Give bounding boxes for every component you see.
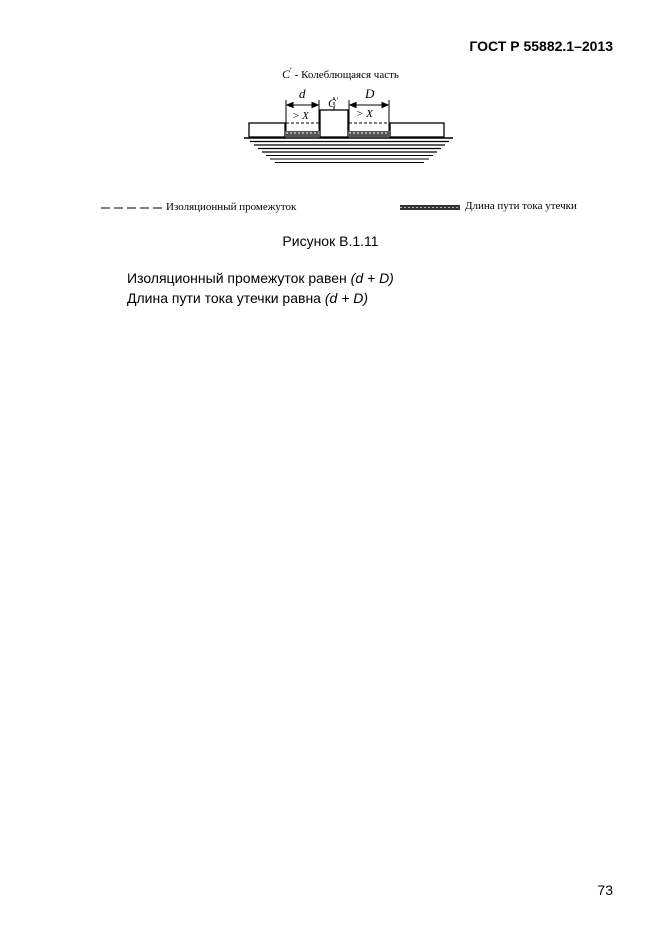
label-gt-x-left: > X bbox=[292, 110, 309, 122]
page-number: 73 bbox=[597, 882, 613, 898]
label-d: d bbox=[299, 86, 306, 101]
legend-clearance-label: Изоляционный промежуток bbox=[166, 201, 297, 213]
figure-caption: Рисунок В.1.11 bbox=[282, 233, 379, 249]
figure-title: C′ - Колеблющаяся часть bbox=[282, 66, 399, 81]
legend-creepage-label: Длина пути тока утечки bbox=[465, 200, 577, 212]
left-conductor bbox=[249, 123, 285, 137]
right-conductor bbox=[390, 123, 444, 137]
label-c-prime: C′ bbox=[328, 96, 338, 110]
vibrating-part bbox=[320, 110, 348, 137]
body-line-clearance: Изоляционный промежуток равен (d + D) bbox=[127, 270, 394, 286]
document-code: ГОСТ Р 55882.1–2013 bbox=[469, 38, 613, 54]
body-line-creepage: Длина пути тока утечки равна (d + D) bbox=[127, 290, 369, 306]
label-gt-x-right: > X bbox=[356, 108, 373, 120]
base-layers bbox=[244, 138, 453, 163]
label-D: D bbox=[365, 86, 375, 101]
